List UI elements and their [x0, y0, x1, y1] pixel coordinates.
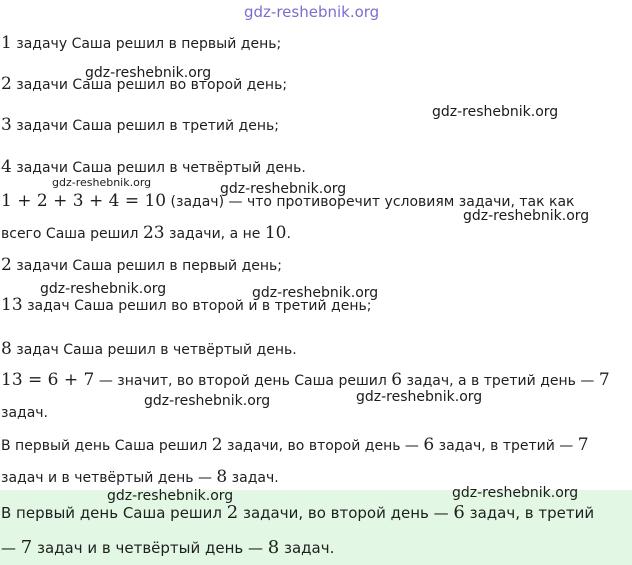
solution-line: задач. — [1, 405, 49, 421]
watermark: gdz-reshebnik.org — [432, 104, 559, 120]
watermark: gdz-reshebnik.org — [40, 281, 167, 297]
solution-line: всего Саша решил 23 задачи, а не 10. — [1, 223, 291, 243]
solution-line: 2 задачи Саша решил во второй день; — [1, 74, 288, 94]
solution-line: 4 задачи Саша решил в четвёртый день. — [1, 157, 306, 177]
solution-line: 1 + 2 + 3 + 4 = 10 (задач) — что противоречит условиям задачи, так как — [1, 191, 575, 211]
watermark: gdz-reshebnik.org — [220, 181, 347, 197]
solution-line: задач и в четвёртый день — 8 задач. — [1, 467, 279, 487]
solution-line: 13 задач Саша решил во второй и в третий день; — [1, 295, 372, 315]
watermark: gdz-reshebnik.org — [52, 176, 152, 189]
solution-line: В первый день Саша решил 2 задачи, во второй день — 6 задач, в третий — 7 — [1, 435, 589, 455]
watermark: gdz-reshebnik.org — [252, 285, 379, 301]
answer-line: — 7 задач и в четвёртый день — 8 задач. — [1, 537, 335, 558]
solution-line: 2 задачи Саша решил в первый день; — [1, 255, 283, 275]
watermark: gdz-reshebnik.org — [144, 393, 271, 409]
watermark-top: gdz-reshebnik.org — [244, 3, 380, 21]
solution-line: 1 задачу Саша решил в первый день; — [1, 33, 282, 53]
answer-line: В первый день Саша решил 2 задачи, во второй день — 6 задач, в третий — [1, 502, 595, 523]
watermark: gdz-reshebnik.org — [107, 488, 234, 504]
solution-line: 8 задач Саша решил в четвёртый день. — [1, 339, 297, 359]
solution-line: 13 = 6 + 7 — значит, во второй день Саша решил 6 задач, а в третий день — 7 — [1, 370, 610, 390]
watermark: gdz-reshebnik.org — [85, 65, 212, 81]
watermark: gdz-reshebnik.org — [463, 208, 590, 224]
watermark: gdz-reshebnik.org — [356, 389, 483, 405]
watermark: gdz-reshebnik.org — [452, 485, 579, 501]
solution-line: 3 задачи Саша решил в третий день; — [1, 115, 279, 135]
